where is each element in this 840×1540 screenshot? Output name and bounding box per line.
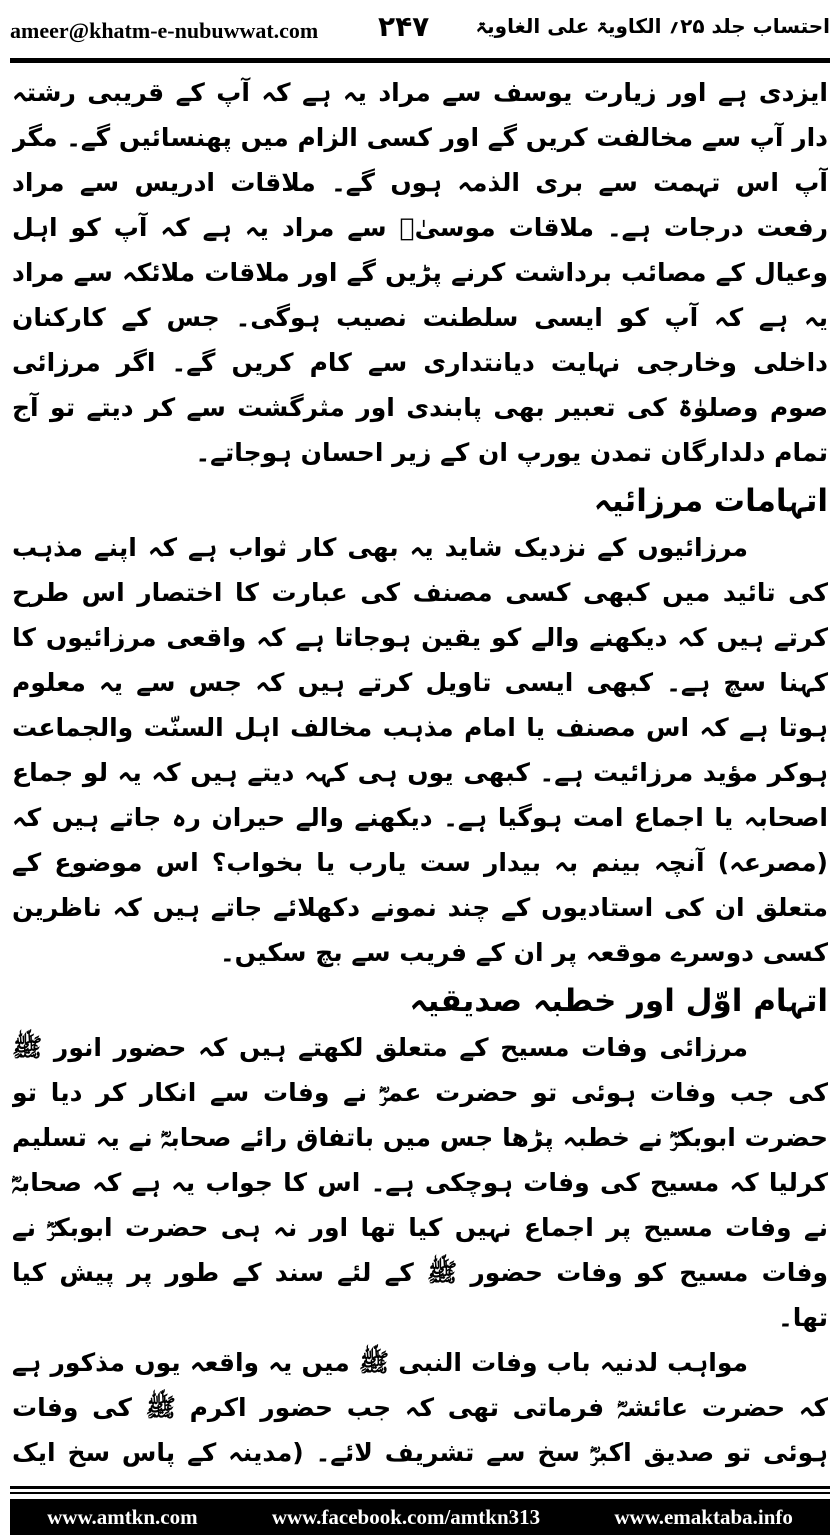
page-body: [12, 70, 828, 1474]
page-header: [0, 0, 840, 58]
footer-divider-top: [10, 1486, 830, 1489]
paragraph-3: مرزائی وفات مسیح کے متعلق لکھتے ہیں کہ حضور انور ﷺ کی جب وفات ہوئی تو حضرت عمرؓ نے وفات سے انکار کر دیا تو حضرت ابوبکرؓ نے خطبہ پڑھا جس میں باتفاق رائے صحابہؓ نے یہ تسلیم کرلیا کہ مسیح کی وفات ہوچکی ہے۔ اس کا جواب یہ ہے کہ صحابہؓ نے وفات مسیح پر اجماع نہیں کیا تھا اور نہ ہی حضرت ابوبکرؓ نے وفات مسیح کو وفات حضور ﷺ کے لئے سند کے طور پر پیش کیا تھا۔: [12, 1033, 828, 1332]
footer-divider-bottom: [10, 1492, 830, 1494]
book-title: احتساب جلد ۲۵؍ الکاویۃ علی الغاویۃ: [475, 14, 830, 38]
section-heading-1: اتہامات مرزائیہ: [593, 483, 828, 519]
footer-link-emaktaba[interactable]: www.emaktaba.info: [614, 1504, 793, 1529]
footer-links-bar: [10, 1499, 830, 1535]
paragraph-4: مواہب لدنیہ باب وفات النبی ﷺ میں یہ واقعہ یوں مذکور ہے کہ حضرت عائشہؓ فرماتی تھی کہ جب حضور اکرم ﷺ کی وفات ہوئی تو صدیق اکبرؓ سخ سے تشریف لائے۔ (مدینہ کے پاس سخ ایک: [12, 1348, 828, 1467]
header-divider: [10, 58, 830, 63]
page-number: ۲۴۷: [378, 10, 430, 43]
header-email: ameer@khatm-e-nubuwwat.com: [10, 18, 319, 43]
footer-link-amtkn[interactable]: www.amtkn.com: [47, 1504, 198, 1529]
paragraph-2: مرزائیوں کے نزدیک شاید یہ بھی کار ثواب ہے کہ اپنے مذہب کی تائید میں کبھی کسی مصنف کی عبارت کا اختصار اس طرح کرتے ہیں کہ دیکھنے والے کو یقین ہوجاتا ہے کہ واقعی مرزائیوں کا کہنا سچ ہے۔ کبھی ایسی تاویل کرتے ہیں کہ جس سے یہ معلوم ہوتا ہے کہ اس مصنف یا امام مذہب مخالف اہل السنّت والجماعت ہوکر مؤید مرزائیت ہے۔ کبھی یوں ہی کہہ دیتے ہیں کہ یہ لو جماع اصحابہ یا اجماع امت ہوگیا ہے۔ دیکھنے والے حیران رہ جاتے ہیں کہ (مصرعہ) آنچہ بینم بہ بیدار ست یارب یا بخواب؟ اس موضوع کے متعلق ان کی استادیوں کے چند نمونے دکھلائے جاتے ہیں کہ ناظرین کسی دوسرے موقعہ پر ان کے فریب سے بچ سکیں۔: [12, 533, 828, 967]
footer-link-facebook[interactable]: www.facebook.com/amtkn313: [271, 1504, 541, 1529]
paragraph-1: ایزدی ہے اور زیارت یوسف سے مراد یہ ہے کہ آپ کے قریبی رشتہ دار آپ سے مخالفت کریں گے اور کسی الزام میں پھنسائیں گے۔ مگر آپ اس تہمت سے بری الذمہ ہوں گے۔ ملاقات ادریس سے مراد رفعت درجات ہے۔ ملاقات موسیٰؑ سے مراد یہ ہے کہ آپ کو اہل وعیال کے مصائب برداشت کرنے پڑیں گے اور ملاقات ملائکہ سے مراد یہ ہے کہ آپ کو ایسی سلطنت نصیب ہوگی۔ جس کے کارکنان داخلی وخارجی نہایت دیانتداری سے کام کریں گے۔ اگر مرزائی صوم وصلوٰۃ کی تعبیر بھی پابندی اور مثرگشت سے کر دیتے تو آج تمام دلدارگان تمدن یورپ ان کے زیر احسان ہوجاتے۔: [12, 78, 828, 467]
section-heading-2: اتہام اوّل اور خطبہ صدیقیہ: [409, 983, 828, 1019]
